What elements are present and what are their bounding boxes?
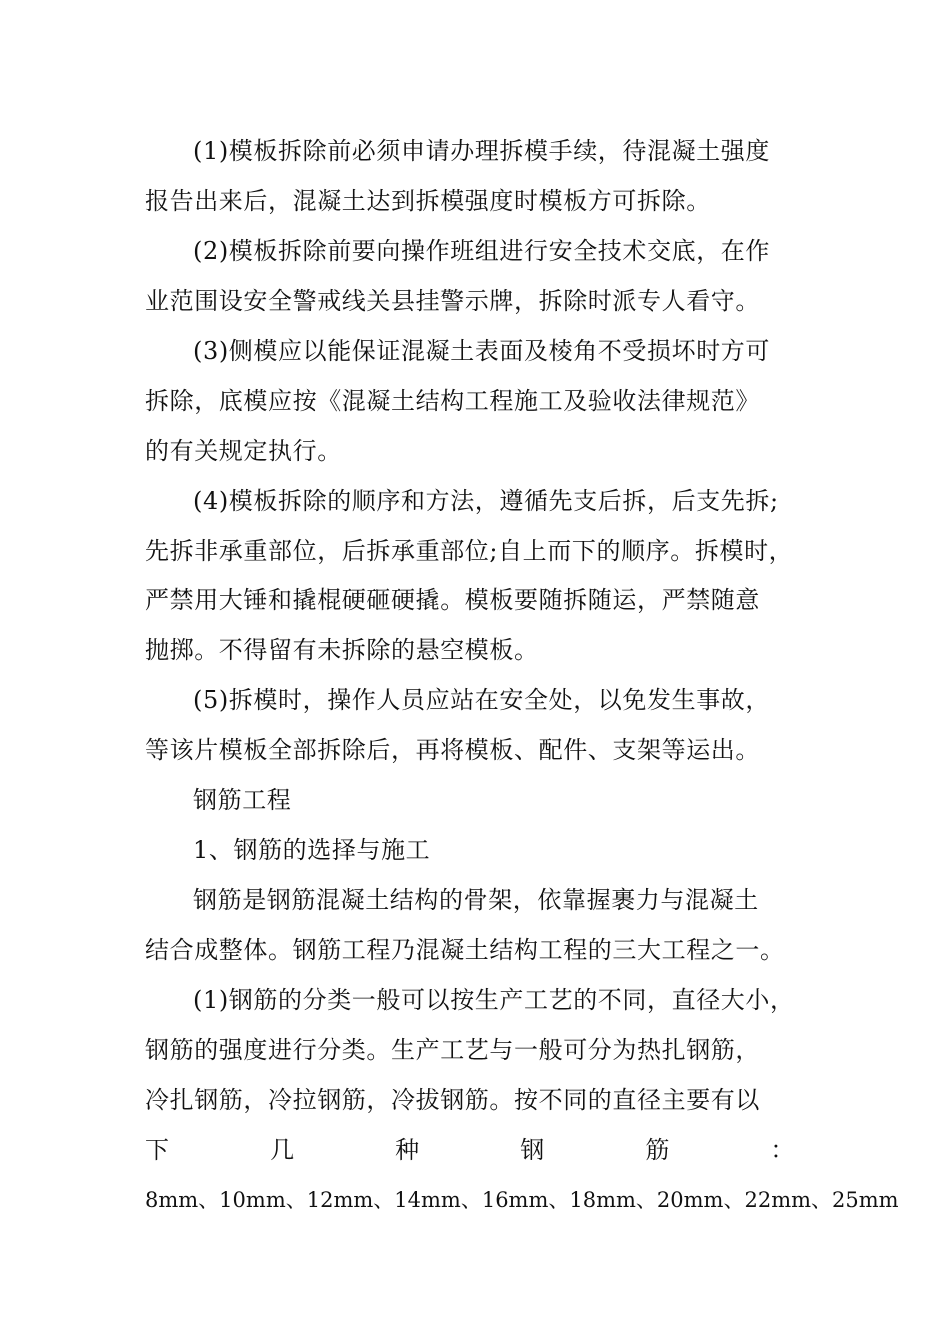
paragraph-line: (2)模板拆除前要向操作班组进行安全技术交底，在作 bbox=[193, 237, 770, 265]
paragraph-line: 钢筋的强度进行分类。生产工艺与一般可分为热扎钢筋， bbox=[145, 1036, 760, 1064]
char: 几 bbox=[270, 1136, 295, 1164]
char: 筋 bbox=[645, 1136, 670, 1164]
paragraph-line: 业范围设安全警戒线关县挂警示牌，拆除时派专人看守。 bbox=[145, 287, 760, 315]
paragraph-line: (4)模板拆除的顺序和方法，遵循先支后拆，后支先拆; bbox=[193, 487, 779, 515]
diameter-list-line: 8mm、10mm、12mm、14mm、16mm、18mm、20mm、22mm、25mm bbox=[145, 1188, 899, 1212]
char: 钢 bbox=[520, 1136, 545, 1164]
paragraph-line: 先拆非承重部位，后拆承重部位;自上而下的顺序。拆模时， bbox=[145, 537, 794, 565]
paragraph-line: 的有关规定执行。 bbox=[145, 437, 342, 465]
char: ： bbox=[770, 1136, 795, 1164]
paragraph-line: 严禁用大锤和撬棍硬砸硬撬。模板要随拆随运，严禁随意 bbox=[145, 586, 760, 614]
paragraph-line: (1)模板拆除前必须申请办理拆模手续，待混凝土强度 bbox=[193, 137, 770, 165]
justified-line-chars bbox=[145, 1134, 795, 1166]
paragraph-line: 报告出来后，混凝土达到拆模强度时模板方可拆除。 bbox=[145, 187, 711, 215]
paragraph-line: 冷扎钢筋，冷拉钢筋，冷拔钢筋。按不同的直径主要有以 bbox=[145, 1086, 760, 1114]
paragraph-line: (3)侧模应以能保证混凝土表面及棱角不受损坏时方可 bbox=[193, 337, 770, 365]
paragraph-line: 抛掷。不得留有未拆除的悬空模板。 bbox=[145, 636, 539, 664]
section-heading: 钢筋工程 bbox=[193, 786, 292, 814]
char: 下 bbox=[145, 1136, 170, 1164]
paragraph-line: (5)拆模时，操作人员应站在安全处，以免发生事故， bbox=[193, 686, 770, 714]
paragraph-line: 拆除，底模应按《混凝土结构工程施工及验收法律规范》 bbox=[145, 387, 760, 415]
char: 种 bbox=[395, 1136, 420, 1164]
paragraph-line: 等该片模板全部拆除后，再将模板、配件、支架等运出。 bbox=[145, 736, 760, 764]
justified-line bbox=[145, 1134, 807, 1166]
paragraph-line: 钢筋是钢筋混凝土结构的骨架，依靠握裹力与混凝土 bbox=[193, 886, 759, 914]
paragraph-line: 结合成整体。钢筋工程乃混凝土结构工程的三大工程之一。 bbox=[145, 936, 785, 964]
paragraph-line: (1)钢筋的分类一般可以按生产工艺的不同，直径大小， bbox=[193, 986, 795, 1014]
subsection-heading: 1、钢筋的选择与施工 bbox=[193, 836, 431, 864]
